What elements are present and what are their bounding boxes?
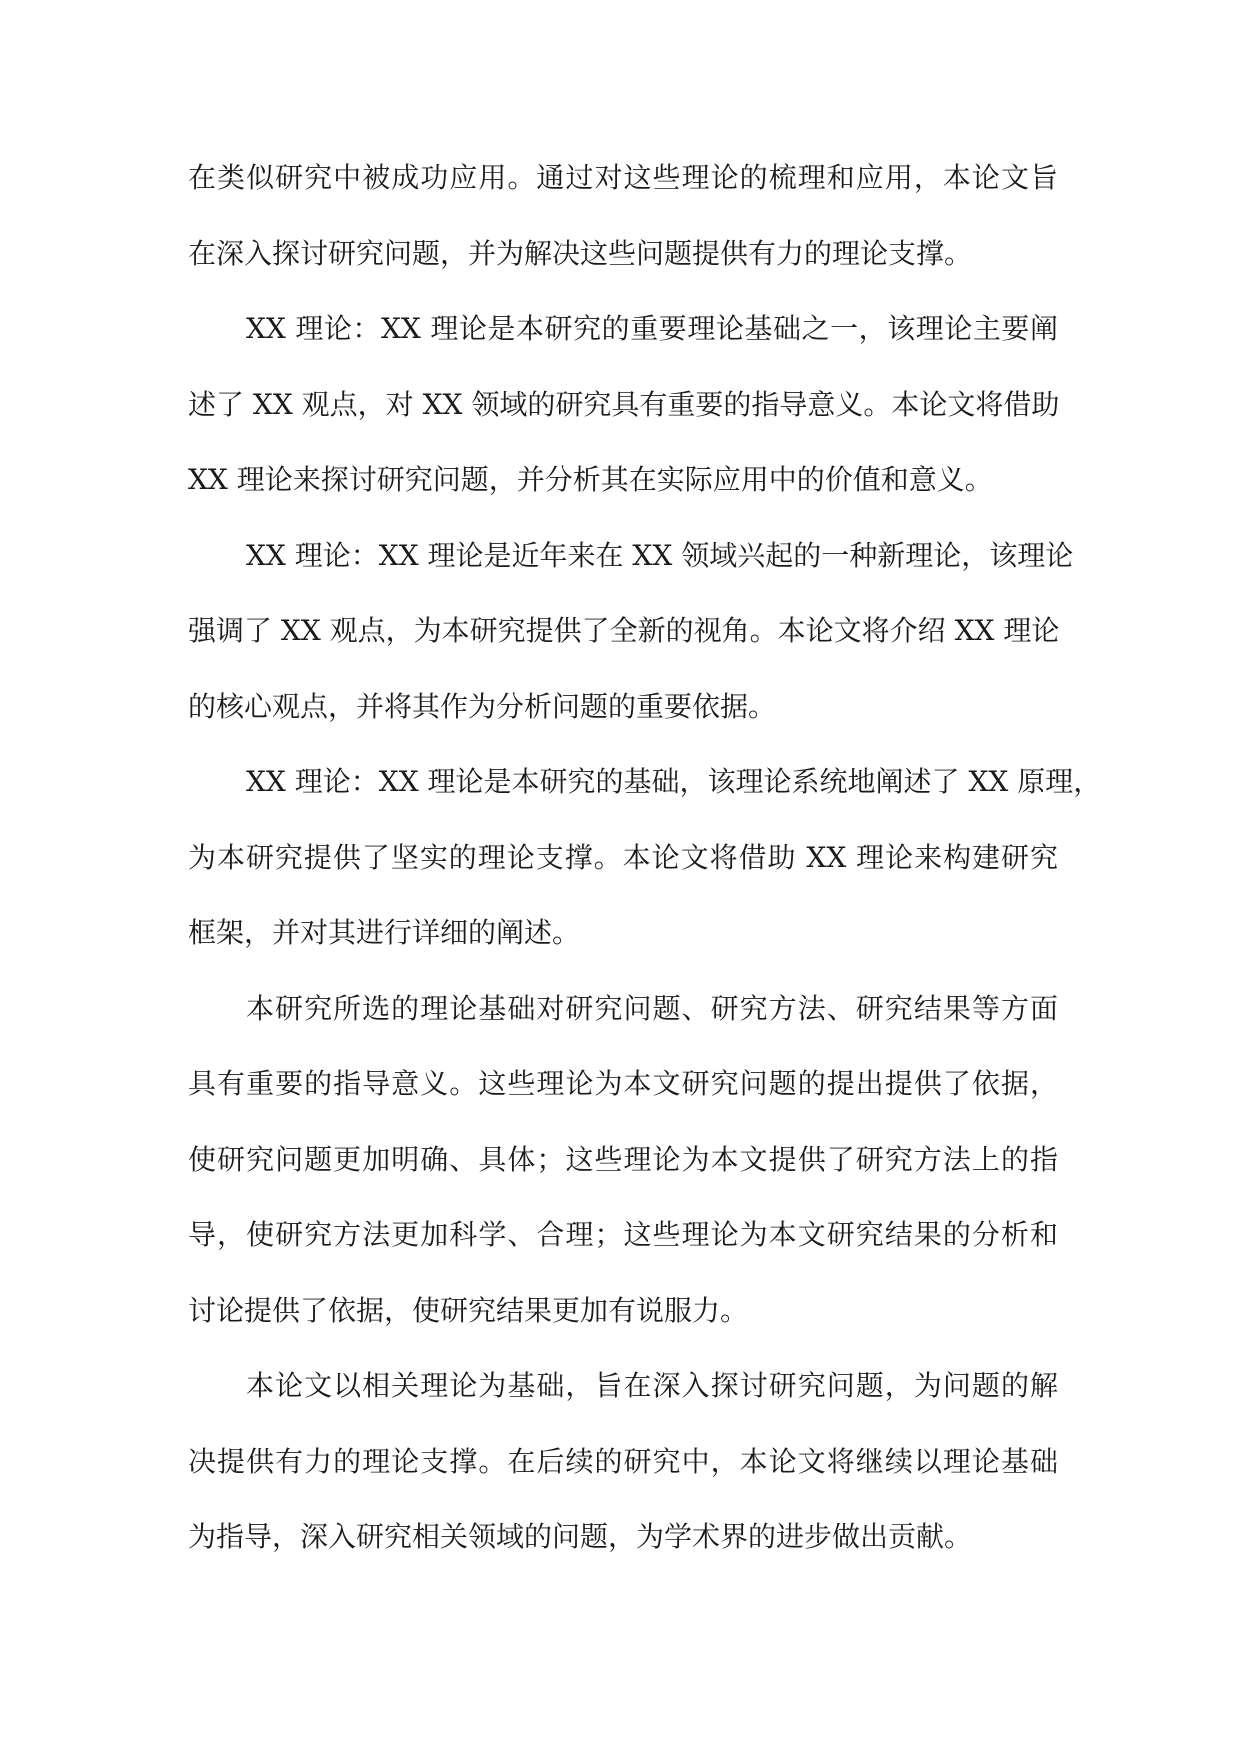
text-line: 在深入探讨研究问题，并为解决这些问题提供有力的理论支撑。 (188, 236, 973, 270)
text-line: 框架，并对其进行详细的阐述。 (188, 916, 581, 949)
paragraph (188, 291, 1058, 518)
text-line: 讨论提供了依据，使研究结果更加有说服力。 (188, 1293, 749, 1327)
paragraph (188, 1348, 1058, 1575)
text-line: 决提供有力的理论支撑。在后续的研究中，本论文将继续以理论基础 (188, 1444, 1058, 1478)
text-line: 为本研究提供了坚实的理论支撑。本论文将借助 XX 理论来构建研究 (188, 840, 1058, 874)
text-line: XX 理论：XX 理论是本研究的基础，该理论系统地阐述了 XX 原理， (246, 765, 1102, 798)
paragraph (188, 744, 1102, 971)
document-body (188, 140, 1102, 1575)
text-line: 的核心观点，并将其作为分析问题的重要依据。 (188, 689, 777, 723)
text-line: 使研究问题更加明确、具体；这些理论为本文提供了研究方法上的指 (188, 1142, 1058, 1176)
paragraph (188, 971, 1058, 1349)
text-line: 导，使研究方法更加科学、合理；这些理论为本文研究结果的分析和 (188, 1218, 1058, 1251)
text-line: XX 理论来探讨研究问题，并分析其在实际应用中的价值和意义。 (188, 463, 993, 496)
text-line: 本论文以相关理论为基础，旨在深入探讨研究问题，为问题的解 (246, 1369, 1058, 1402)
text-line: 具有重要的指导意义。这些理论为本文研究问题的提出提供了依据， (188, 1067, 1058, 1100)
text-line: XX 理论：XX 理论是本研究的重要理论基础之一，该理论主要阐 (246, 312, 1058, 345)
text-line: 在类似研究中被成功应用。通过对这些理论的梳理和应用，本论文旨 (188, 161, 1058, 194)
paragraph (188, 518, 1074, 745)
text-line: XX 理论：XX 理论是近年来在 XX 领域兴起的一种新理论，该理论 (246, 538, 1074, 572)
text-line: 述了 XX 观点，对 XX 领域的研究具有重要的指导意义。本论文将借助 (188, 387, 1060, 421)
text-line: 为指导，深入研究相关领域的问题，为学术界的进步做出贡献。 (188, 1520, 973, 1553)
text-line: 强调了 XX 观点，为本研究提供了全新的视角。本论文将介绍 XX 理论 (188, 614, 1060, 647)
text-line: 本研究所选的理论基础对研究问题、研究方法、研究结果等方面 (246, 991, 1058, 1025)
paragraph (188, 140, 1058, 291)
